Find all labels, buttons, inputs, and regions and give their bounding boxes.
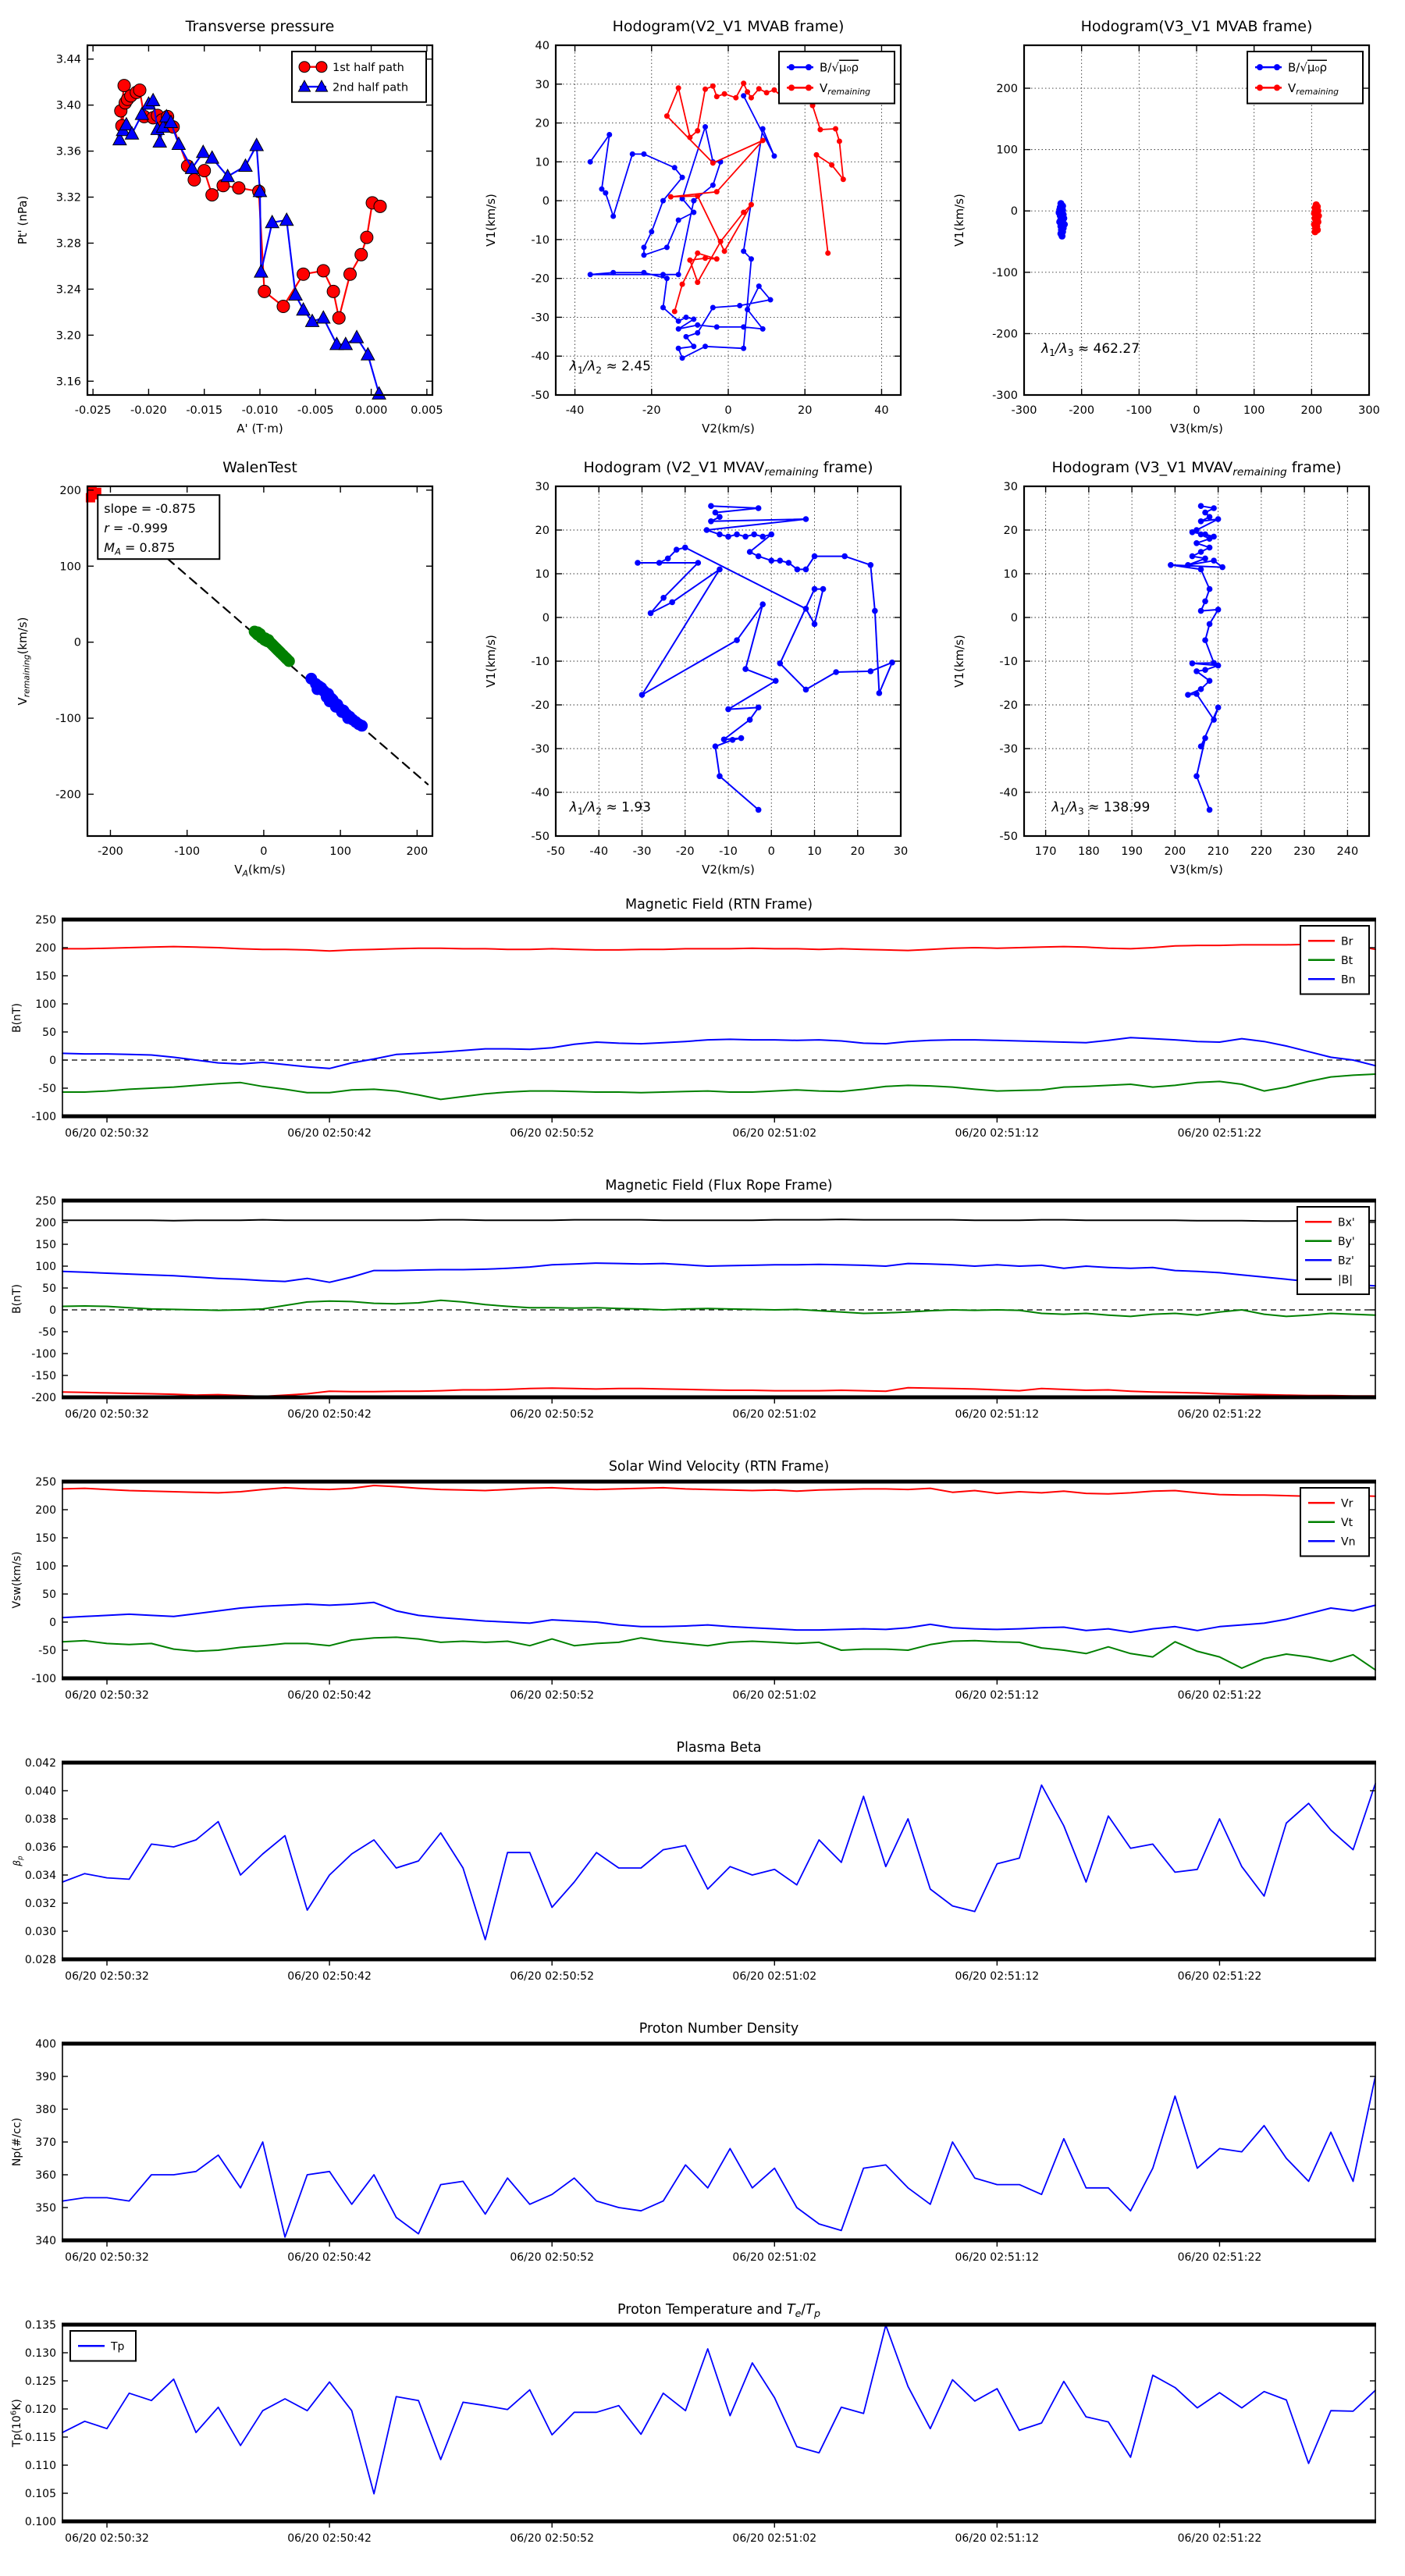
svg-text:-100: -100 bbox=[31, 1111, 56, 1123]
svg-text:-50: -50 bbox=[531, 831, 550, 843]
svg-text:3.16: 3.16 bbox=[55, 375, 81, 389]
svg-text:390: 390 bbox=[35, 2071, 56, 2083]
svg-text:06/20 02:51:12: 06/20 02:51:12 bbox=[955, 2251, 1040, 2264]
svg-text:-0.010: -0.010 bbox=[241, 404, 279, 417]
svg-text:06/20 02:51:02: 06/20 02:51:02 bbox=[732, 1127, 817, 1140]
svg-text:-100: -100 bbox=[992, 266, 1018, 279]
svg-text:Vremaining: $V_{remaining}$ bbox=[1288, 80, 1339, 98]
svg-text:slope = -0.875: slope = -0.875 bbox=[104, 501, 196, 517]
svg-text:06/20 02:50:42: 06/20 02:50:42 bbox=[287, 1689, 372, 1702]
svg-text:V3(km/s): V3(km/s) bbox=[1170, 863, 1223, 877]
svg-text:40: 40 bbox=[535, 40, 550, 52]
svg-text:-30: -30 bbox=[632, 845, 652, 858]
svg-text:06/20 02:51:12: 06/20 02:51:12 bbox=[955, 2532, 1040, 2545]
top-plots-grid bbox=[0, 5, 1405, 887]
svg-text:-200: -200 bbox=[31, 1392, 56, 1404]
svg-text:100: 100 bbox=[35, 1560, 56, 1573]
svg-text:Vsw(km/s): Vsw(km/s) bbox=[11, 1551, 23, 1609]
svg-text:200: 200 bbox=[59, 484, 81, 497]
svg-text:Bx': Bx' bbox=[1338, 1216, 1355, 1229]
svg-text:200: 200 bbox=[1164, 845, 1186, 858]
svg-text:10: 10 bbox=[1003, 568, 1018, 581]
svg-text:06/20 02:51:02: 06/20 02:51:02 bbox=[732, 2532, 817, 2545]
svg-text:Bt: Bt bbox=[1341, 954, 1353, 967]
svg-text:0.130: 0.130 bbox=[24, 2347, 56, 2360]
panel-proton-temperature bbox=[0, 2292, 1405, 2573]
svg-text:3.40: 3.40 bbox=[55, 99, 81, 112]
svg-text:30: 30 bbox=[893, 845, 909, 858]
svg-text:-40: -40 bbox=[999, 787, 1018, 799]
svg-text:V2(km/s): V2(km/s) bbox=[702, 422, 755, 436]
svg-text:-100: -100 bbox=[174, 845, 201, 858]
svg-text:250: 250 bbox=[35, 1195, 56, 1208]
svg-text:λ1/λ2 ≈ 2.45: $\lambda_1/\lambda_2 \approx 2.45$ bbox=[569, 358, 651, 376]
svg-text:3.24: 3.24 bbox=[55, 283, 81, 297]
svg-text:r = -0.999: r = -0.999 bbox=[104, 521, 168, 536]
svg-text:V1(km/s): V1(km/s) bbox=[952, 635, 966, 688]
svg-text:06/20 02:51:22: 06/20 02:51:22 bbox=[1177, 1127, 1262, 1140]
svg-text:Transverse pressure: Transverse pressure bbox=[185, 18, 335, 35]
svg-text:-50: -50 bbox=[38, 1083, 56, 1095]
svg-text:-10: -10 bbox=[999, 656, 1018, 668]
svg-text:WalenTest: WalenTest bbox=[222, 459, 297, 476]
svg-text:Tp(106K): $Tp(10^6K)$ bbox=[9, 2399, 23, 2447]
svg-text:Bz': Bz' bbox=[1338, 1254, 1354, 1268]
svg-text:Proton Temperature and Te/Tp: Proton Temperature and $T_e/T_p$ bbox=[617, 2302, 820, 2319]
svg-text:Plasma Beta: Plasma Beta bbox=[676, 1740, 762, 1756]
svg-text:λ1/λ2 ≈ 1.93: $\lambda_1/\lambda_2 \approx 1.93$ bbox=[569, 799, 651, 817]
svg-text:-30: -30 bbox=[531, 311, 550, 325]
svg-text:Br: Br bbox=[1341, 935, 1353, 948]
svg-text:3.28: 3.28 bbox=[55, 237, 81, 251]
svg-text:06/20 02:51:02: 06/20 02:51:02 bbox=[732, 2251, 817, 2264]
svg-text:0.120: 0.120 bbox=[24, 2403, 56, 2416]
svg-text:-50: -50 bbox=[38, 1645, 56, 1657]
svg-text:Hodogram (V3_V1 MVAVremaining: Hodogram (V3_V1 $MVAV_{remaining}$ frame) bbox=[1051, 459, 1342, 479]
panel-magnetic-field-rtn bbox=[0, 887, 1405, 1168]
svg-text:Vt: Vt bbox=[1341, 1516, 1353, 1529]
svg-text:400: 400 bbox=[35, 2038, 56, 2051]
svg-text:30: 30 bbox=[535, 481, 550, 493]
svg-text:-50: -50 bbox=[546, 845, 565, 858]
svg-text:3.36: 3.36 bbox=[55, 145, 81, 158]
plot-hodogram-mvav-v2v1 bbox=[468, 446, 937, 887]
svg-text:B/√μ₀ρ: B/√μ₀ρ bbox=[1288, 60, 1327, 75]
svg-text:-20: -20 bbox=[531, 272, 550, 286]
svg-text:VA(km/s): $V_A(km/s)$ bbox=[234, 863, 286, 879]
svg-text:0: 0 bbox=[724, 404, 732, 417]
svg-text:10: 10 bbox=[807, 845, 822, 858]
svg-text:Np(#/cc): Np(#/cc) bbox=[11, 2117, 23, 2167]
svg-text:06/20 02:50:32: 06/20 02:50:32 bbox=[65, 1689, 149, 1702]
svg-text:3.44: 3.44 bbox=[55, 53, 81, 66]
svg-text:10: 10 bbox=[535, 568, 550, 581]
svg-text:06/20 02:50:42: 06/20 02:50:42 bbox=[287, 2532, 372, 2545]
svg-text:-30: -30 bbox=[999, 743, 1018, 756]
svg-text:-200: -200 bbox=[98, 845, 123, 858]
svg-text:06/20 02:51:12: 06/20 02:51:12 bbox=[955, 1689, 1040, 1702]
svg-text:06/20 02:50:32: 06/20 02:50:32 bbox=[65, 2251, 149, 2264]
svg-text:370: 370 bbox=[35, 2137, 56, 2149]
svg-text:0.032: 0.032 bbox=[24, 1898, 56, 1910]
svg-text:Proton Number Density: Proton Number Density bbox=[638, 2021, 799, 2037]
svg-text:-20: -20 bbox=[999, 699, 1018, 712]
svg-text:06/20 02:51:02: 06/20 02:51:02 bbox=[732, 1970, 817, 1983]
svg-text:200: 200 bbox=[35, 942, 56, 955]
svg-text:-100: -100 bbox=[31, 1673, 56, 1685]
svg-text:B(nT): B(nT) bbox=[11, 1284, 23, 1314]
svg-text:B(nT): B(nT) bbox=[11, 1003, 23, 1033]
svg-text:V1(km/s): V1(km/s) bbox=[484, 194, 498, 247]
svg-text:200: 200 bbox=[996, 83, 1018, 96]
svg-text:230: 230 bbox=[1293, 845, 1315, 858]
svg-text:06/20 02:51:22: 06/20 02:51:22 bbox=[1177, 1970, 1262, 1983]
svg-text:06/20 02:50:42: 06/20 02:50:42 bbox=[287, 1970, 372, 1983]
svg-text:150: 150 bbox=[35, 1239, 56, 1251]
svg-text:100: 100 bbox=[59, 560, 81, 574]
svg-text:30: 30 bbox=[535, 78, 550, 91]
svg-text:0.105: 0.105 bbox=[24, 2488, 56, 2500]
svg-text:06/20 02:51:12: 06/20 02:51:12 bbox=[955, 1970, 1040, 1983]
svg-text:200: 200 bbox=[1300, 404, 1323, 417]
svg-text:0.005: 0.005 bbox=[411, 404, 443, 417]
svg-text:-40: -40 bbox=[565, 404, 585, 417]
svg-text:Hodogram (V2_V1 MVAVremaining: Hodogram (V2_V1 $MVAV_{remaining}$ frame) bbox=[583, 459, 873, 479]
svg-text:170: 170 bbox=[1034, 845, 1057, 858]
panel-plasma-beta bbox=[0, 1730, 1405, 2011]
panel-proton-number-density bbox=[0, 2011, 1405, 2292]
svg-text:20: 20 bbox=[797, 404, 813, 417]
svg-text:Vr: Vr bbox=[1341, 1497, 1353, 1510]
svg-text:By': By' bbox=[1338, 1235, 1355, 1248]
svg-text:-40: -40 bbox=[531, 350, 550, 364]
svg-text:06/20 02:50:52: 06/20 02:50:52 bbox=[510, 1408, 595, 1421]
svg-text:06/20 02:51:22: 06/20 02:51:22 bbox=[1177, 2251, 1262, 2264]
svg-text:0.000: 0.000 bbox=[354, 404, 388, 417]
svg-text:06/20 02:50:52: 06/20 02:50:52 bbox=[510, 2251, 595, 2264]
svg-text:V3(km/s): V3(km/s) bbox=[1170, 422, 1223, 436]
svg-text:0.028: 0.028 bbox=[24, 1954, 56, 1966]
svg-text:-20: -20 bbox=[531, 699, 550, 712]
svg-text:0: 0 bbox=[73, 636, 81, 649]
svg-text:Hodogram(V3_V1 MVAB frame): Hodogram(V3_V1 MVAB frame) bbox=[1080, 18, 1313, 35]
svg-text:50: 50 bbox=[42, 1026, 56, 1039]
panel-magnetic-field-flux-rope bbox=[0, 1168, 1405, 1449]
svg-text:0.040: 0.040 bbox=[24, 1785, 56, 1798]
svg-text:190: 190 bbox=[1121, 845, 1143, 858]
svg-text:-0.020: -0.020 bbox=[130, 404, 167, 417]
svg-text:|B|: |B| bbox=[1338, 1273, 1353, 1286]
svg-text:150: 150 bbox=[35, 970, 56, 983]
svg-text:340: 340 bbox=[35, 2235, 56, 2247]
svg-text:06/20 02:50:42: 06/20 02:50:42 bbox=[287, 1408, 372, 1421]
svg-text:20: 20 bbox=[535, 525, 550, 537]
svg-text:0.034: 0.034 bbox=[24, 1870, 56, 1882]
svg-text:240: 240 bbox=[1336, 845, 1359, 858]
svg-text:100: 100 bbox=[1243, 404, 1265, 417]
svg-text:250: 250 bbox=[35, 1476, 56, 1489]
svg-text:0.115: 0.115 bbox=[24, 2432, 56, 2444]
svg-text:0: 0 bbox=[260, 845, 268, 858]
svg-text:06/20 02:50:42: 06/20 02:50:42 bbox=[287, 2251, 372, 2264]
svg-text:B/√μ₀ρ: B/√μ₀ρ bbox=[820, 60, 859, 75]
svg-text:100: 100 bbox=[35, 1261, 56, 1273]
svg-text:0.100: 0.100 bbox=[24, 2516, 56, 2528]
svg-text:200: 200 bbox=[406, 845, 429, 858]
svg-text:06/20 02:50:52: 06/20 02:50:52 bbox=[510, 2532, 595, 2545]
svg-text:-40: -40 bbox=[589, 845, 609, 858]
svg-text:250: 250 bbox=[35, 914, 56, 927]
svg-text:50: 50 bbox=[42, 1283, 56, 1295]
svg-text:100: 100 bbox=[996, 144, 1018, 157]
svg-text:V2(km/s): V2(km/s) bbox=[702, 863, 755, 877]
svg-text:0: 0 bbox=[542, 612, 550, 624]
svg-text:06/20 02:50:32: 06/20 02:50:32 bbox=[65, 1408, 149, 1421]
svg-text:0.030: 0.030 bbox=[24, 1926, 56, 1938]
svg-text:0.135: 0.135 bbox=[24, 2319, 56, 2332]
svg-text:50: 50 bbox=[42, 1589, 56, 1601]
svg-text:Tp: Tp bbox=[111, 2340, 125, 2354]
svg-text:06/20 02:50:32: 06/20 02:50:32 bbox=[65, 1127, 149, 1140]
svg-text:V1(km/s): V1(km/s) bbox=[952, 194, 966, 247]
svg-text:06/20 02:51:02: 06/20 02:51:02 bbox=[732, 1408, 817, 1421]
time-series-stack bbox=[0, 887, 1405, 2573]
svg-text:0.036: 0.036 bbox=[24, 1841, 56, 1854]
svg-text:360: 360 bbox=[35, 2169, 56, 2182]
svg-text:150: 150 bbox=[35, 1532, 56, 1545]
plot-hodogram-mvav-v3v1 bbox=[937, 446, 1405, 887]
svg-text:-10: -10 bbox=[531, 656, 550, 668]
svg-text:-10: -10 bbox=[531, 233, 550, 247]
plot-hodogram-mvab-v2v1 bbox=[468, 5, 937, 446]
svg-text:06/20 02:51:22: 06/20 02:51:22 bbox=[1177, 2532, 1262, 2545]
svg-text:0: 0 bbox=[1010, 612, 1018, 624]
svg-text:Magnetic Field (RTN Frame): Magnetic Field (RTN Frame) bbox=[624, 897, 813, 913]
svg-text:-50: -50 bbox=[999, 831, 1018, 843]
svg-text:-150: -150 bbox=[31, 1370, 56, 1382]
svg-text:3.20: 3.20 bbox=[55, 329, 81, 343]
svg-text:210: 210 bbox=[1207, 845, 1229, 858]
svg-text:20: 20 bbox=[1003, 525, 1018, 537]
svg-text:100: 100 bbox=[329, 845, 351, 858]
svg-text:-200: -200 bbox=[992, 328, 1018, 341]
svg-text:0: 0 bbox=[767, 845, 775, 858]
svg-text:200: 200 bbox=[35, 1504, 56, 1517]
svg-text:06/20 02:51:02: 06/20 02:51:02 bbox=[732, 1689, 817, 1702]
svg-text:-100: -100 bbox=[1126, 404, 1152, 417]
panel-solar-wind-velocity bbox=[0, 1449, 1405, 1730]
svg-text:10: 10 bbox=[535, 156, 550, 169]
svg-text:-20: -20 bbox=[642, 404, 661, 417]
svg-text:0: 0 bbox=[1010, 205, 1018, 219]
svg-text:-40: -40 bbox=[531, 787, 550, 799]
svg-text:20: 20 bbox=[535, 117, 550, 130]
svg-text:20: 20 bbox=[850, 845, 865, 858]
svg-text:-20: -20 bbox=[675, 845, 695, 858]
svg-text:-50: -50 bbox=[531, 390, 550, 402]
svg-text:-200: -200 bbox=[55, 788, 81, 802]
svg-text:-0.025: -0.025 bbox=[74, 404, 112, 417]
svg-text:300: 300 bbox=[1358, 404, 1380, 417]
svg-text:2nd half path: 2nd half path bbox=[333, 81, 409, 94]
svg-text:06/20 02:51:12: 06/20 02:51:12 bbox=[955, 1127, 1040, 1140]
svg-text:06/20 02:51:12: 06/20 02:51:12 bbox=[955, 1408, 1040, 1421]
svg-text:180: 180 bbox=[1078, 845, 1100, 858]
svg-text:Bn: Bn bbox=[1341, 973, 1356, 987]
svg-text:3.32: 3.32 bbox=[55, 191, 81, 205]
svg-text:0.038: 0.038 bbox=[24, 1813, 56, 1826]
svg-text:06/20 02:50:52: 06/20 02:50:52 bbox=[510, 1689, 595, 1702]
svg-text:Vremaining: $V_{remaining}$ bbox=[820, 80, 871, 98]
svg-text:0.110: 0.110 bbox=[24, 2460, 56, 2472]
svg-text:350: 350 bbox=[35, 2202, 56, 2215]
svg-text:0.125: 0.125 bbox=[24, 2375, 56, 2388]
svg-text:0: 0 bbox=[49, 1304, 56, 1317]
svg-text:-30: -30 bbox=[531, 743, 550, 756]
svg-text:λ1/λ3 ≈ 462.27: $\lambda_1/\lambda_3 \approx 462.27$ bbox=[1041, 341, 1140, 358]
svg-text:Pt' (nPa): Pt' (nPa) bbox=[16, 195, 30, 245]
svg-text:A' (T·m): A' (T·m) bbox=[237, 422, 283, 436]
svg-text:0.042: 0.042 bbox=[24, 1757, 56, 1770]
svg-text:-0.005: -0.005 bbox=[297, 404, 334, 417]
svg-text:220: 220 bbox=[1250, 845, 1272, 858]
svg-text:100: 100 bbox=[35, 998, 56, 1011]
svg-text:-50: -50 bbox=[38, 1326, 56, 1339]
svg-text:0: 0 bbox=[542, 195, 550, 208]
svg-text:06/20 02:50:52: 06/20 02:50:52 bbox=[510, 1127, 595, 1140]
svg-text:-0.015: -0.015 bbox=[186, 404, 223, 417]
svg-text:-100: -100 bbox=[55, 713, 81, 726]
svg-text:Vremaining(km/s): $V_{remaining}(km/s)$ bbox=[16, 617, 32, 706]
svg-text:380: 380 bbox=[35, 2104, 56, 2116]
svg-text:200: 200 bbox=[35, 1217, 56, 1229]
svg-text:-300: -300 bbox=[992, 390, 1018, 402]
svg-text:0: 0 bbox=[49, 1617, 56, 1629]
svg-text:-200: -200 bbox=[1069, 404, 1095, 417]
svg-text:MA = 0.875: $M_A = 0.875$ bbox=[104, 540, 176, 557]
svg-text:V1(km/s): V1(km/s) bbox=[484, 635, 498, 688]
svg-text:-10: -10 bbox=[719, 845, 738, 858]
svg-text:30: 30 bbox=[1003, 481, 1018, 493]
svg-text:40: 40 bbox=[874, 404, 889, 417]
svg-text:06/20 02:50:32: 06/20 02:50:32 bbox=[65, 2532, 149, 2545]
svg-text:λ1/λ3 ≈ 138.99: $\lambda_1/\lambda_3 \approx 138.99$ bbox=[1051, 799, 1151, 817]
svg-text:0: 0 bbox=[1193, 404, 1200, 417]
svg-text:06/20 02:50:32: 06/20 02:50:32 bbox=[65, 1970, 149, 1983]
svg-text:βp: $\beta_p$ bbox=[12, 1856, 25, 1866]
svg-text:06/20 02:51:22: 06/20 02:51:22 bbox=[1177, 1689, 1262, 1702]
svg-text:Vn: Vn bbox=[1341, 1535, 1356, 1549]
plot-walen-test bbox=[0, 446, 468, 887]
svg-text:-300: -300 bbox=[1011, 404, 1037, 417]
svg-text:06/20 02:50:52: 06/20 02:50:52 bbox=[510, 1970, 595, 1983]
svg-text:-100: -100 bbox=[31, 1348, 56, 1361]
svg-text:06/20 02:51:22: 06/20 02:51:22 bbox=[1177, 1408, 1262, 1421]
plot-transverse-pressure bbox=[0, 5, 468, 446]
svg-text:Hodogram(V2_V1 MVAB frame): Hodogram(V2_V1 MVAB frame) bbox=[612, 18, 845, 35]
svg-text:Magnetic Field (Flux Rope Fram: Magnetic Field (Flux Rope Frame) bbox=[605, 1178, 833, 1194]
svg-text:Solar Wind Velocity (RTN Frame: Solar Wind Velocity (RTN Frame) bbox=[608, 1459, 830, 1475]
svg-text:0: 0 bbox=[49, 1055, 56, 1067]
svg-text:1st half path: 1st half path bbox=[333, 61, 404, 74]
svg-text:06/20 02:50:42: 06/20 02:50:42 bbox=[287, 1127, 372, 1140]
plot-hodogram-mvab-v3v1 bbox=[937, 5, 1405, 446]
